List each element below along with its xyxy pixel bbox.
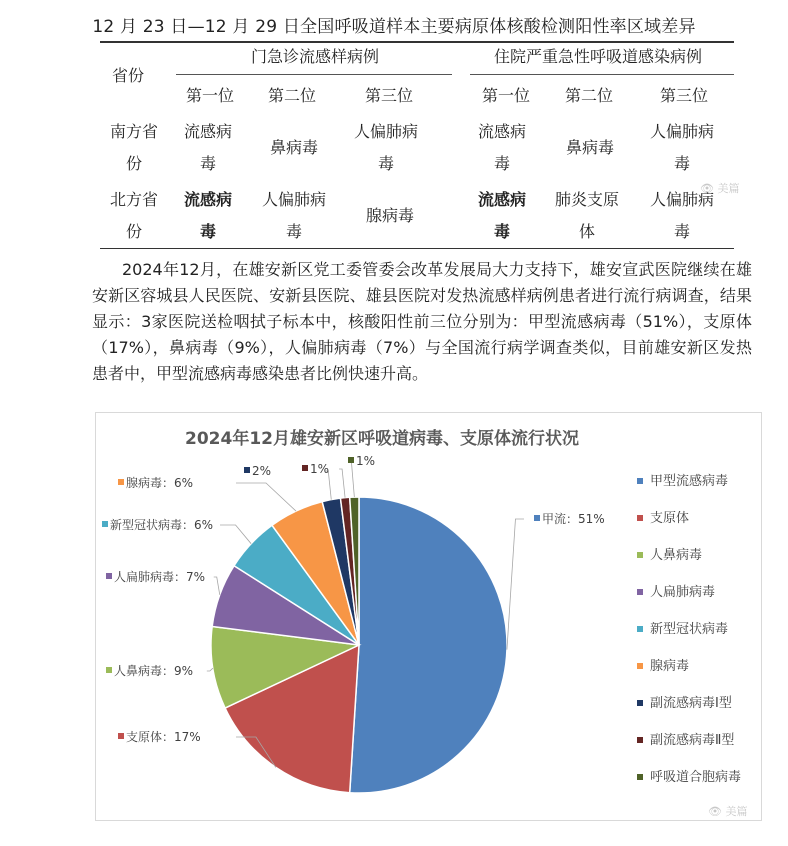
province-south: 南方省 份 <box>110 122 159 173</box>
table-cell: 人偏肺病 毒 <box>650 122 715 173</box>
inpatient-group-rule <box>470 74 734 75</box>
legend-swatch <box>637 515 643 521</box>
leader-line <box>236 483 296 511</box>
leader-line <box>339 469 345 498</box>
rank-header: 第三位 <box>365 86 414 105</box>
rank-header: 第三位 <box>660 86 709 105</box>
legend-label: 副流感病毒Ⅱ型 <box>650 733 735 748</box>
rank-header: 第二位 <box>268 86 317 105</box>
table-title: 12 月 23 日—12 月 29 日全国呼吸道样本主要病原体核酸检测阳性率区域差异 <box>92 17 696 37</box>
header-outpatient: 门急诊流感样病例 <box>250 47 379 66</box>
legend-swatch <box>637 478 643 484</box>
header-province: 省份 <box>112 66 145 85</box>
legend-label: 人鼻病毒 <box>650 548 703 563</box>
leader-line <box>348 461 354 497</box>
table-cell: 鼻病毒 <box>566 138 615 157</box>
leader-line <box>220 525 251 544</box>
data-label: 1% <box>310 462 330 476</box>
data-label: 1% <box>356 454 376 468</box>
watermark: 👁 美篇 <box>708 805 748 818</box>
legend-swatch <box>637 737 643 743</box>
data-label: 人扁肺病毒：7% <box>114 570 206 584</box>
label-marker <box>102 521 108 527</box>
body-paragraph <box>92 257 752 387</box>
label-marker <box>534 515 540 521</box>
label-marker <box>118 479 124 485</box>
pie-chart <box>96 413 761 820</box>
legend-swatch <box>637 774 643 780</box>
header-inpatient: 住院严重急性呼吸道感染病例 <box>493 47 702 66</box>
leader-line <box>507 519 524 650</box>
table-cell: 流感病 毒 <box>478 190 527 241</box>
table-cell: 流感病 毒 <box>184 122 233 173</box>
table-bottom-rule <box>100 248 734 249</box>
label-marker <box>106 667 112 673</box>
paragraph-text: 2024年12月，在雄安新区党工委管委会改革发展局大力支持下，雄安宣武医院继续在雄安新区容城县人民医院、安新县医院、雄县医院对发热流感样病例患者进行流行病调查，结果显示：3家医院送检咽拭子标本中，核酸阳性前三位分别为：甲型流感病毒（51%），支原体（17%），鼻病毒（9%），人偏肺病毒（7%）与全国流行病学调查类似，目前雄安新区发热患者中，甲型流感病毒感染患者比例快速升高。 <box>92 260 752 383</box>
prevalence-table <box>0 0 788 255</box>
leader-line <box>214 577 220 595</box>
leader-line <box>207 668 213 671</box>
table-cell: 人偏肺病 毒 <box>354 122 419 173</box>
legend-label: 新型冠状病毒 <box>650 622 729 637</box>
table-cell: 流感病 毒 <box>478 122 527 173</box>
label-marker <box>244 467 250 473</box>
rank-header: 第一位 <box>482 86 531 105</box>
label-marker <box>118 733 124 739</box>
legend-swatch <box>637 663 643 669</box>
legend-label: 腺病毒 <box>650 659 690 674</box>
table-cell: 人偏肺病 毒 <box>262 190 327 241</box>
legend-swatch <box>637 626 643 632</box>
legend-swatch <box>637 700 643 706</box>
outpatient-group-rule <box>176 74 452 75</box>
legend-label: 呼吸道合胞病毒 <box>650 770 742 785</box>
legend-label: 甲型流感病毒 <box>650 474 729 489</box>
legend-label: 人扁肺病毒 <box>650 585 716 600</box>
data-label: 支原体：17% <box>126 730 201 744</box>
table-cell: 肺炎支原 体 <box>555 190 620 241</box>
table-cell: 流感病 毒 <box>184 190 233 241</box>
chart-title: 2024年12月雄安新区呼吸道病毒、支原体流行状况 <box>185 429 579 449</box>
table-cell: 鼻病毒 <box>270 138 319 157</box>
table-cell: 腺病毒 <box>366 206 415 225</box>
data-label: 腺病毒：6% <box>126 476 194 490</box>
province-north: 北方省 份 <box>110 190 159 241</box>
label-marker <box>106 573 112 579</box>
legend-swatch <box>637 589 643 595</box>
legend-swatch <box>637 552 643 558</box>
legend-label: 支原体 <box>650 511 690 526</box>
rank-header: 第二位 <box>565 86 614 105</box>
pie-slice <box>350 497 507 793</box>
data-label: 甲流：51% <box>542 512 605 526</box>
label-marker <box>302 465 308 471</box>
legend-label: 副流感病毒Ⅰ型 <box>650 696 732 711</box>
pie-chart-frame <box>95 412 762 821</box>
data-label: 新型冠状病毒：6% <box>110 518 214 532</box>
rank-header: 第一位 <box>186 86 235 105</box>
data-label: 2% <box>252 464 272 478</box>
watermark: 👁 美篇 <box>700 182 740 195</box>
label-marker <box>348 457 354 463</box>
data-label: 人鼻病毒：9% <box>114 664 194 678</box>
table-cell: 人偏肺病 毒 <box>650 190 715 241</box>
